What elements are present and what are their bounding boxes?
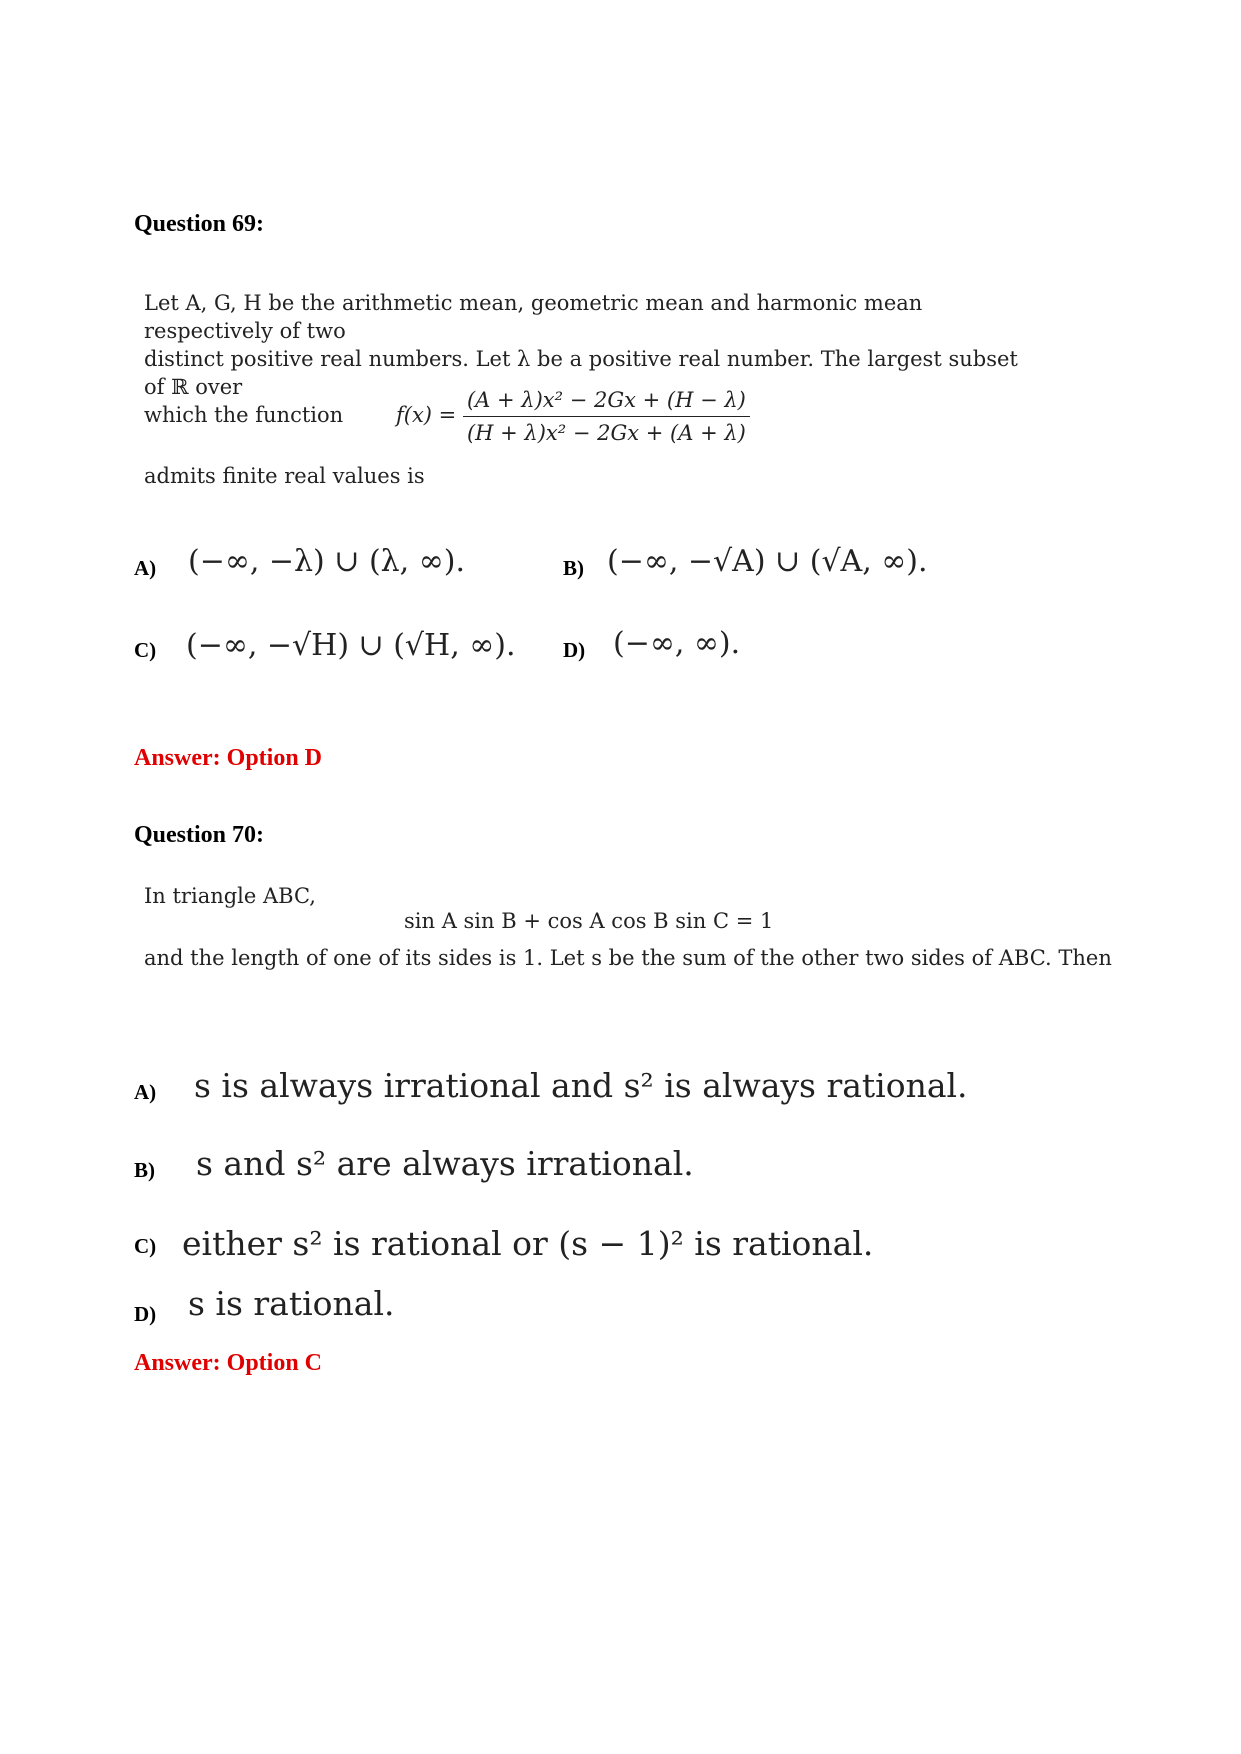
formula-denominator: (H + λ)x² − 2Gx + (A + λ)	[466, 421, 746, 445]
question-69-heading: Question 69:	[134, 211, 265, 237]
option-label: A)	[134, 1080, 157, 1104]
function-formula	[396, 386, 750, 447]
option-label: C)	[134, 638, 157, 662]
question-70-stem-line-2: and the length of one of its sides is 1. Let s be the sum of the other two sides of ABC. Then	[144, 946, 1112, 970]
option-text: s is always irrational and s² is always rational.	[194, 1066, 968, 1105]
q70-answer: Answer: Option C	[134, 1350, 323, 1376]
q70-option-a[interactable]	[134, 1066, 968, 1105]
formula-fraction	[463, 386, 750, 447]
option-label: C)	[134, 1234, 157, 1258]
stem-line-1: Let A, G, H be the arithmetic mean, geometric mean and harmonic mean respectively of two	[144, 291, 923, 343]
option-text: (−∞, −√A) ∪ (√A, ∞).	[607, 544, 928, 579]
q70-option-c[interactable]	[134, 1224, 874, 1263]
option-text: (−∞, −√H) ∪ (√H, ∞).	[186, 628, 516, 663]
option-text: (−∞, −λ) ∪ (λ, ∞).	[188, 544, 465, 579]
formula-numerator: (A + λ)x² − 2Gx + (H − λ)	[463, 386, 750, 417]
option-text: either s² is rational or (s − 1)² is rational.	[182, 1224, 874, 1263]
option-text: s is rational.	[188, 1284, 395, 1323]
question-69-stem-after: admits finite real values is	[144, 464, 425, 488]
option-label: A)	[134, 556, 157, 580]
stem-line-2: distinct positive real numbers. Let λ be a positive real number. The largest subset of ℝ over	[144, 347, 1018, 399]
option-text: (−∞, ∞).	[613, 626, 741, 661]
q69-option-d[interactable]	[563, 626, 741, 663]
q69-answer: Answer: Option D	[134, 745, 323, 771]
q70-option-b[interactable]	[134, 1144, 694, 1183]
question-70-heading: Question 70:	[134, 822, 265, 848]
q69-option-c[interactable]	[134, 628, 516, 663]
question-70-stem-line-1: In triangle ABC,	[144, 884, 316, 908]
stem-line-3: which the function	[144, 403, 344, 427]
q69-option-a[interactable]	[134, 544, 465, 581]
option-label: B)	[134, 1158, 155, 1182]
option-label: D)	[563, 638, 586, 662]
option-text: s and s² are always irrational.	[196, 1144, 694, 1183]
q70-option-d[interactable]	[134, 1284, 395, 1327]
question-70-equation: sin A sin B + cos A cos B sin C = 1	[404, 909, 774, 933]
formula-lhs: f(x) =	[396, 403, 457, 427]
option-label: B)	[563, 556, 584, 580]
option-label: D)	[134, 1302, 157, 1326]
q69-option-b[interactable]	[563, 544, 928, 581]
